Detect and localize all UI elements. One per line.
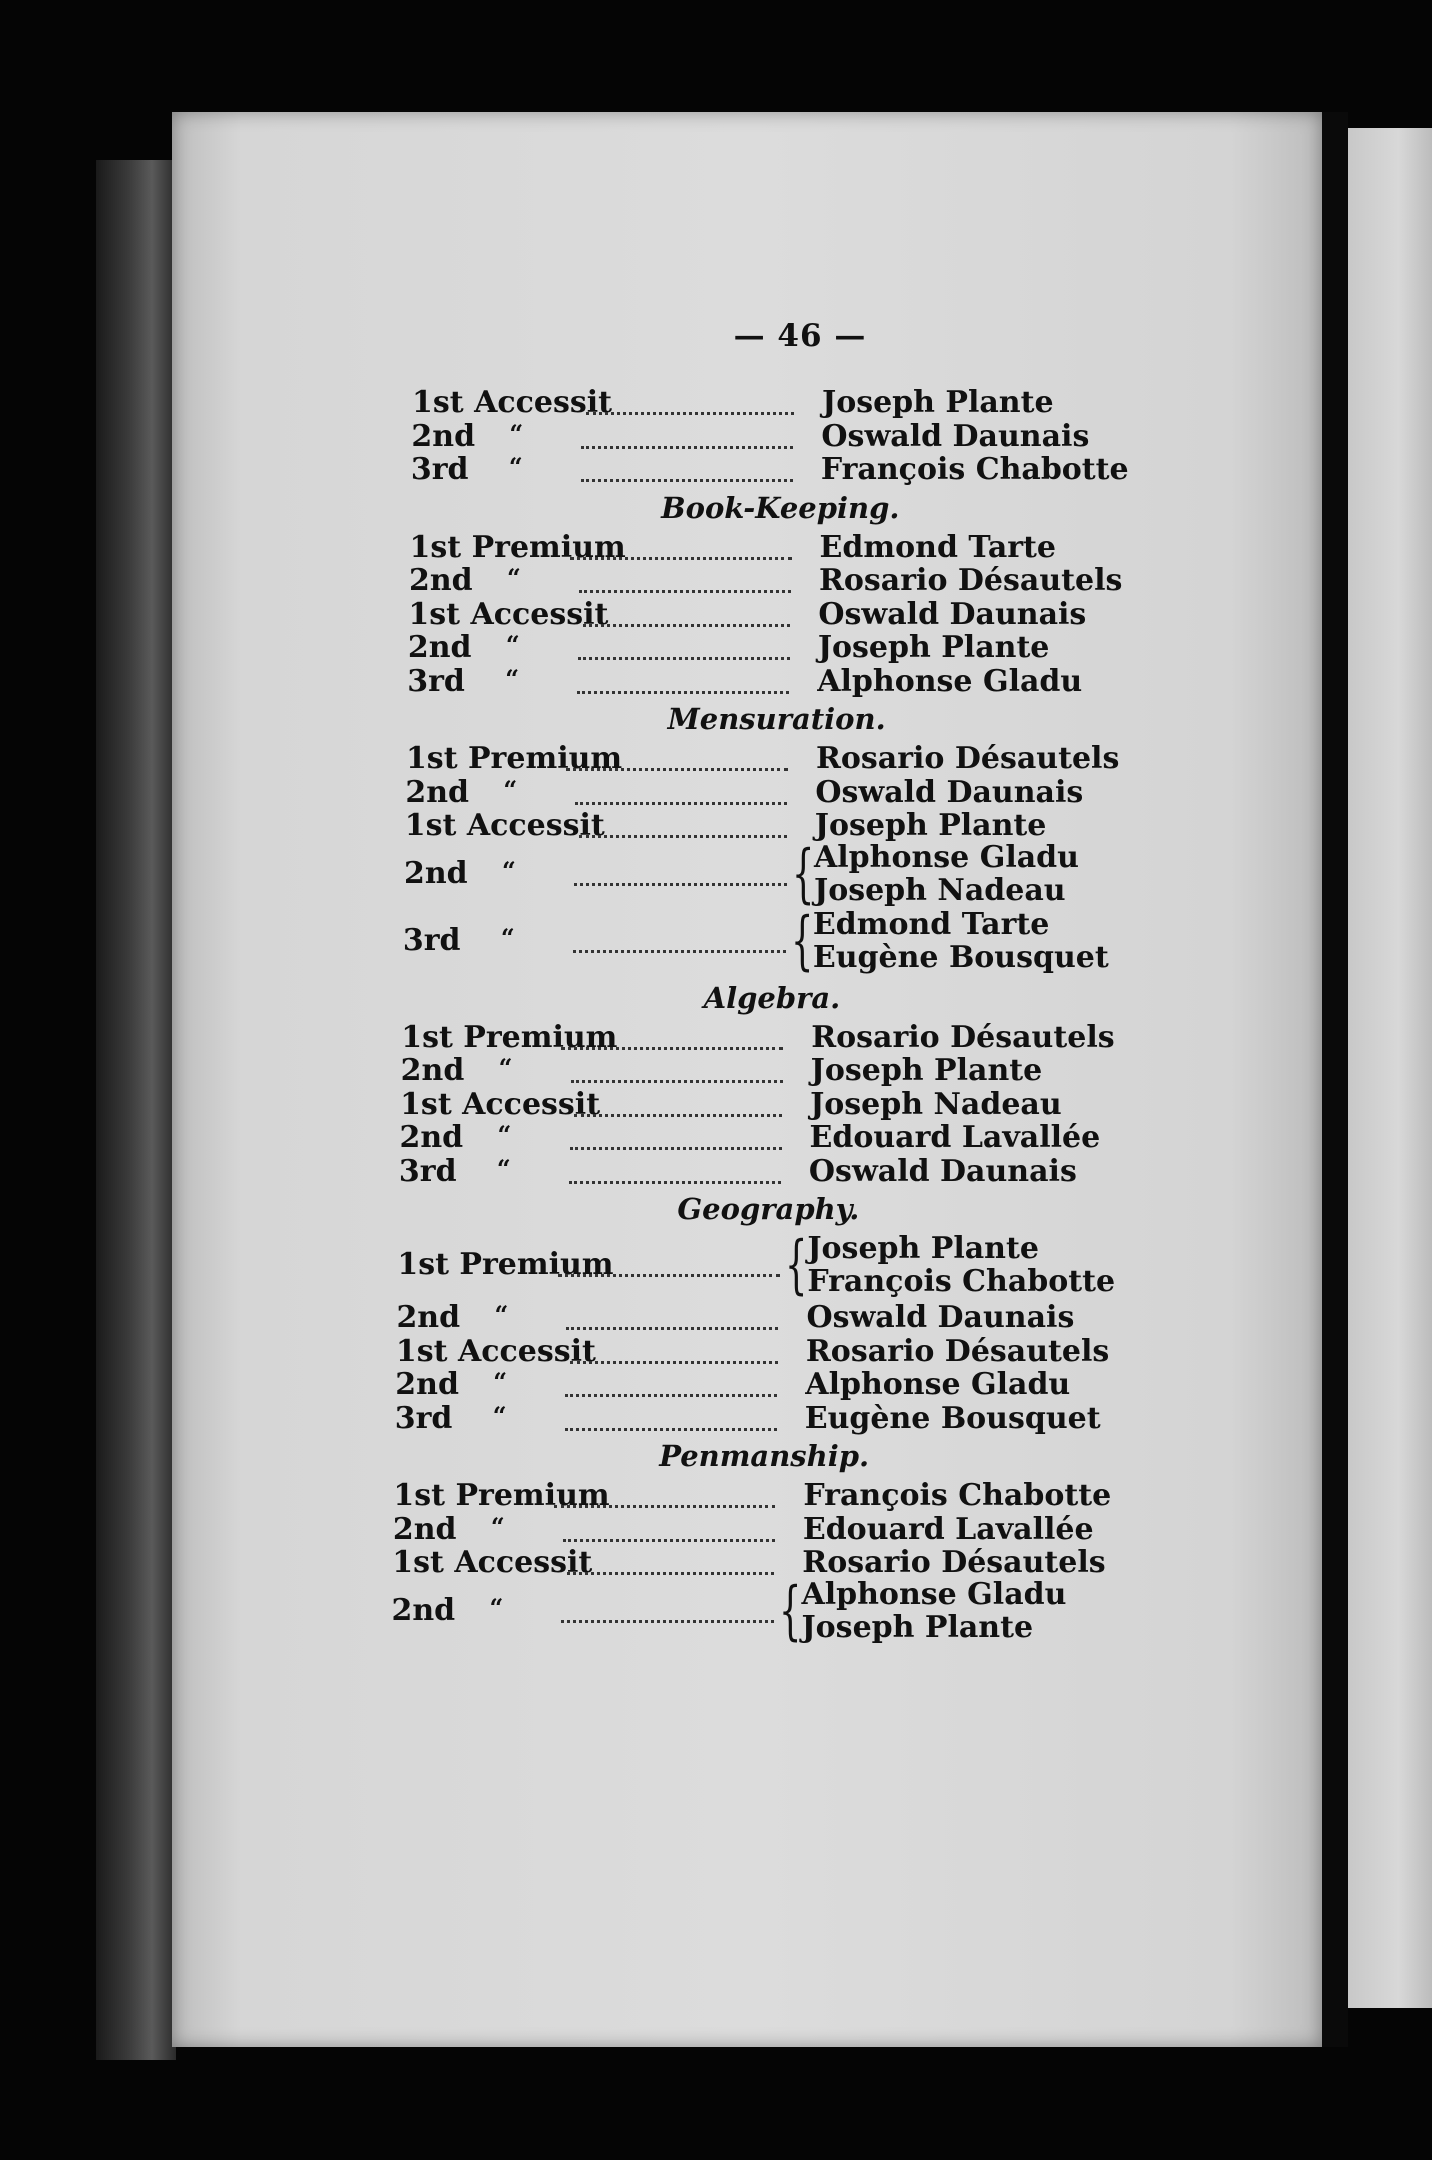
award-rank: 2nd xyxy=(404,855,468,891)
award-row xyxy=(405,776,1085,810)
ditto-mark: “ xyxy=(494,1300,509,1329)
dot-leader xyxy=(579,570,791,593)
award-rank: 2nd xyxy=(407,630,472,665)
award-recipient: Oswald Daunais xyxy=(818,596,1087,632)
award-recipient: Rosario Désautels xyxy=(815,741,1120,776)
award-recipient: Edmond Tarte xyxy=(819,529,1057,565)
award-recipient: Oswald Daunais xyxy=(806,1300,1075,1335)
award-row xyxy=(412,386,1092,420)
page-number: — 46 — xyxy=(733,318,867,354)
award-row xyxy=(410,452,1129,487)
award-recipient: Joseph Nadeau xyxy=(814,872,1066,908)
dot-leader xyxy=(558,1254,781,1277)
ditto-mark: “ xyxy=(500,922,515,952)
award-rank: 1st Accessit xyxy=(392,1545,593,1580)
award-rank: 3rd xyxy=(410,452,469,487)
award-recipient: François Chabotte xyxy=(807,1264,1116,1299)
dot-leader xyxy=(583,604,791,627)
award-recipient: Joseph Plante xyxy=(807,1231,1039,1266)
dot-leader xyxy=(577,671,789,694)
award-row xyxy=(402,903,1109,978)
award-rank: 1st Premium xyxy=(397,1247,614,1282)
award-recipient: Rosario Désautels xyxy=(805,1333,1110,1369)
award-rank: 2nd xyxy=(399,1120,464,1155)
dot-leader xyxy=(565,1374,777,1397)
dot-leader xyxy=(554,1485,776,1508)
ditto-mark: “ xyxy=(497,1120,512,1149)
ditto-mark: “ xyxy=(489,1592,504,1622)
ditto-mark: “ xyxy=(490,1511,505,1541)
grouping-brace: { xyxy=(790,903,814,978)
award-rank: 3rd xyxy=(407,663,465,699)
dot-leader xyxy=(563,1519,775,1542)
award-row xyxy=(392,1511,1094,1547)
award-row xyxy=(407,665,1087,699)
dot-leader xyxy=(570,1341,778,1364)
award-recipient: Joseph Plante xyxy=(801,1609,1034,1645)
dot-leader xyxy=(578,637,790,660)
award-rank: 1st Premium xyxy=(401,1019,618,1055)
dot-leader xyxy=(571,1060,783,1083)
award-rank: 2nd xyxy=(391,1592,456,1628)
dot-leader xyxy=(570,537,792,560)
award-row xyxy=(397,1228,1116,1302)
ditto-mark: “ xyxy=(503,774,518,804)
subject-heading: Algebra. xyxy=(703,980,841,1015)
award-row xyxy=(392,1545,1106,1580)
award-row xyxy=(410,531,1090,565)
dot-leader xyxy=(570,1127,782,1150)
award-rank: 1st Accessit xyxy=(404,808,605,843)
award-rank: 2nd xyxy=(395,1367,459,1402)
award-recipient: Edmond Tarte xyxy=(812,906,1050,942)
award-rank: 2nd xyxy=(396,1300,461,1335)
ditto-mark: “ xyxy=(502,855,516,885)
dot-leader xyxy=(579,815,787,838)
award-row xyxy=(408,598,1088,632)
subject-heading: Geography. xyxy=(677,1192,860,1226)
award-recipient: Oswald Daunais xyxy=(808,1153,1077,1189)
grouping-brace: { xyxy=(792,836,815,911)
award-row xyxy=(411,420,1091,454)
award-row xyxy=(393,1478,1112,1513)
award-row xyxy=(399,1155,1079,1189)
award-row xyxy=(405,741,1120,776)
ditto-mark: “ xyxy=(492,1400,507,1430)
award-recipient: Alphonse Gladu xyxy=(805,1367,1071,1402)
award-row xyxy=(399,1120,1101,1155)
award-recipient: Rosario Désautels xyxy=(811,1019,1115,1055)
award-recipient: Alphonse Gladu xyxy=(817,663,1083,699)
dot-leader xyxy=(575,782,787,805)
grouping-brace: { xyxy=(785,1228,808,1302)
award-recipient: Edouard Lavallée xyxy=(802,1511,1094,1547)
award-recipient: Edouard Lavallée xyxy=(809,1120,1101,1155)
dot-leader xyxy=(574,1094,782,1117)
award-recipient: Eugène Bousquet xyxy=(812,939,1109,975)
ditto-mark: “ xyxy=(505,663,520,693)
award-recipient: Oswald Daunais xyxy=(821,418,1090,454)
award-recipient: Joseph Plante xyxy=(822,385,1054,420)
subject-heading: Penmanship. xyxy=(659,1439,870,1473)
award-recipient: François Chabotte xyxy=(803,1478,1112,1513)
dot-leader xyxy=(574,863,787,886)
award-row xyxy=(395,1368,1075,1402)
award-rank: 1st Premium xyxy=(409,529,626,565)
award-rank: 1st Accessit xyxy=(412,385,612,420)
ditto-mark: “ xyxy=(493,1367,508,1396)
ditto-mark: “ xyxy=(509,418,524,448)
award-rank: 2nd xyxy=(392,1511,457,1547)
dot-leader xyxy=(581,426,793,449)
award-recipient: Eugène Bousquet xyxy=(804,1400,1101,1436)
dot-leader xyxy=(565,1408,777,1431)
award-recipient: Joseph Plante xyxy=(817,630,1050,665)
subject-heading: Mensuration. xyxy=(667,702,886,736)
award-rank: 1st Accessit xyxy=(400,1086,601,1122)
award-row xyxy=(394,1400,1101,1436)
award-recipient: Joseph Plante xyxy=(814,808,1047,843)
dot-leader xyxy=(581,459,793,482)
award-rank: 3rd xyxy=(402,922,461,958)
award-row xyxy=(391,1573,1071,1648)
ditto-mark: “ xyxy=(498,1053,513,1082)
award-row xyxy=(404,836,1084,911)
award-row xyxy=(408,631,1088,665)
award-row xyxy=(400,1088,1080,1122)
dot-leader xyxy=(586,392,794,415)
award-rank: 2nd xyxy=(408,563,473,598)
dot-leader xyxy=(566,1307,778,1330)
award-row xyxy=(401,1019,1115,1055)
dot-leader xyxy=(561,1600,774,1623)
award-row xyxy=(405,809,1085,843)
grouping-brace: { xyxy=(779,1573,802,1648)
award-rank: 2nd xyxy=(411,418,476,454)
award-rank: 2nd xyxy=(405,774,470,810)
award-row xyxy=(408,563,1123,598)
award-row xyxy=(401,1054,1081,1088)
subject-heading: Book-Keeping. xyxy=(661,490,900,525)
award-rank: 1st Accessit xyxy=(395,1333,596,1369)
ditto-mark: “ xyxy=(506,563,521,592)
award-recipient: Oswald Daunais xyxy=(815,774,1084,810)
award-row xyxy=(395,1333,1110,1369)
award-recipient: François Chabotte xyxy=(820,452,1129,487)
award-rank: 2nd xyxy=(400,1053,465,1088)
award-rank: 1st Accessit xyxy=(408,596,609,632)
dot-leader xyxy=(569,1161,781,1184)
award-rank: 3rd xyxy=(398,1153,457,1189)
dot-leader xyxy=(567,1552,775,1575)
award-recipient: Alphonse Gladu xyxy=(814,839,1079,875)
award-rank: 1st Premium xyxy=(393,1478,610,1513)
dot-leader xyxy=(573,930,786,953)
award-recipient: Rosario Désautels xyxy=(802,1545,1106,1580)
ditto-mark: “ xyxy=(505,630,520,659)
dot-leader xyxy=(561,1027,783,1050)
award-recipient: Alphonse Gladu xyxy=(801,1576,1067,1612)
award-recipient: Joseph Nadeau xyxy=(810,1086,1062,1122)
award-recipient: Rosario Désautels xyxy=(818,563,1123,598)
award-rank: 3rd xyxy=(394,1400,453,1436)
ditto-mark: “ xyxy=(508,452,523,481)
award-rank: 1st Premium xyxy=(405,741,623,776)
ditto-mark: “ xyxy=(496,1153,511,1183)
award-row xyxy=(396,1301,1076,1335)
dot-leader xyxy=(566,748,788,771)
award-recipient: Joseph Plante xyxy=(810,1053,1043,1088)
